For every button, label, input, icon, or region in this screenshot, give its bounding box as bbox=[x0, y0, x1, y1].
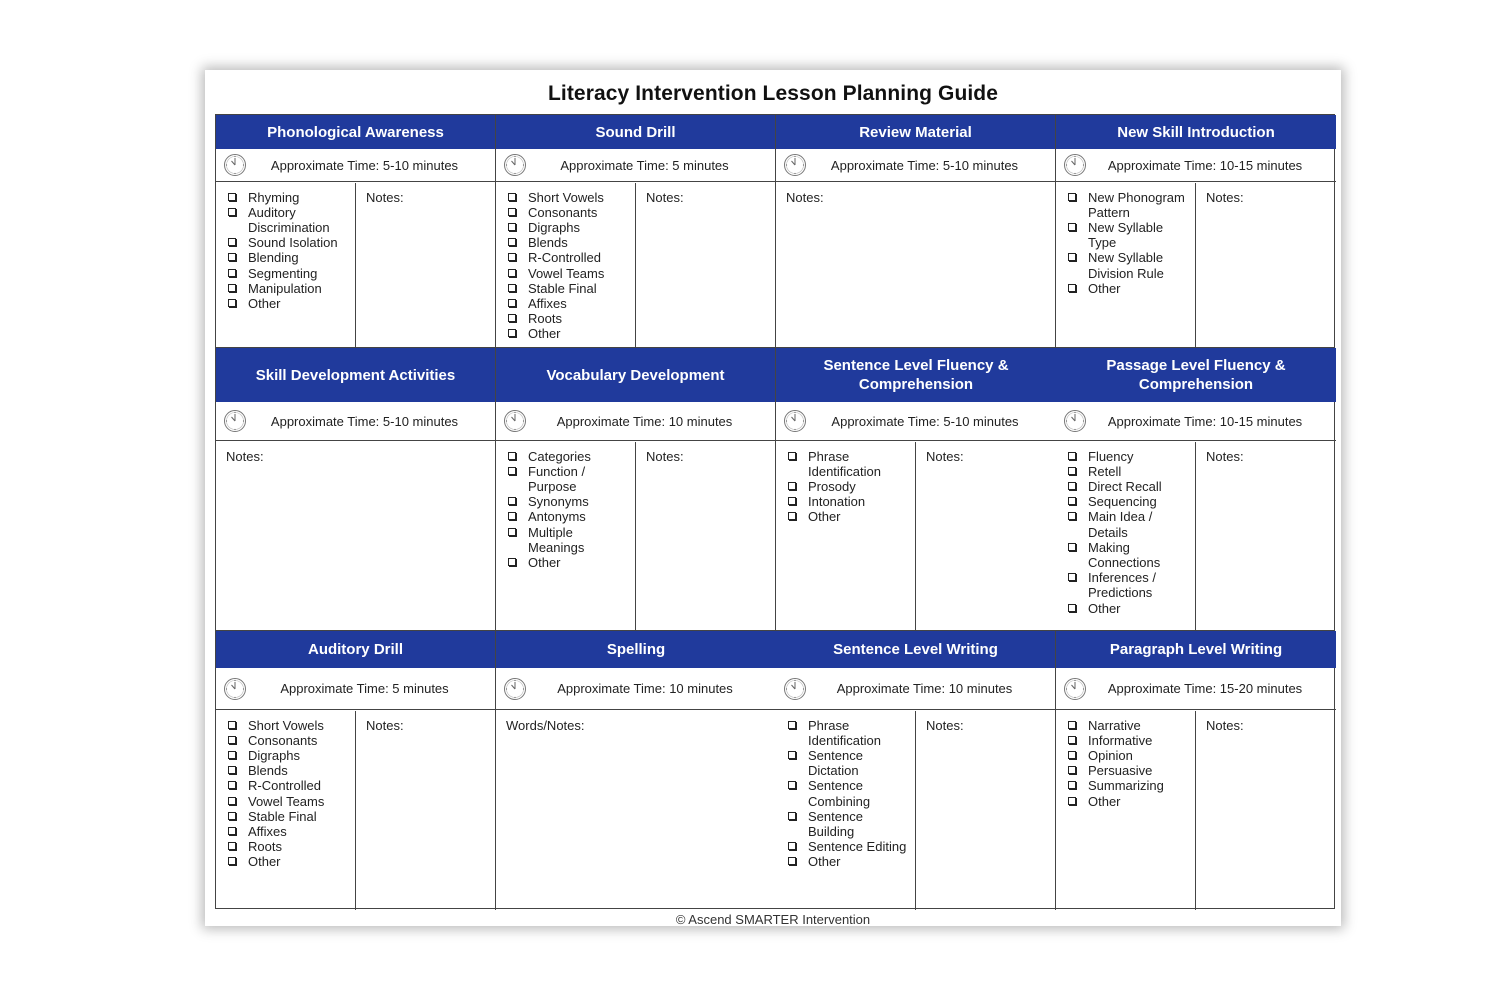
checklist-item-label: Blending bbox=[248, 250, 299, 266]
page-title: Literacy Intervention Lesson Planning Guide bbox=[547, 82, 999, 105]
checkbox-icon[interactable] bbox=[1068, 284, 1076, 292]
copyright-footer: © Ascend SMARTER Intervention bbox=[675, 912, 871, 927]
checkbox-icon[interactable] bbox=[228, 842, 236, 850]
checklist-item[interactable] bbox=[1066, 748, 1195, 763]
approximate-time: Approximate Time: 15-20 minutes bbox=[1107, 681, 1303, 696]
section-body bbox=[496, 711, 776, 911]
checkbox-icon[interactable] bbox=[508, 269, 516, 277]
checklist-item[interactable] bbox=[506, 266, 635, 281]
section-body bbox=[216, 711, 495, 911]
checklist-item[interactable] bbox=[506, 326, 635, 341]
checklist-item-label: Function / Purpose bbox=[528, 463, 586, 494]
checkbox-icon[interactable] bbox=[508, 193, 516, 201]
checklist-item-label: Other bbox=[808, 854, 841, 870]
checkbox-icon[interactable] bbox=[788, 512, 796, 520]
checkbox-icon[interactable] bbox=[228, 857, 236, 865]
checkbox-icon[interactable] bbox=[228, 208, 236, 216]
checklist-item[interactable] bbox=[786, 479, 915, 494]
checklist-item[interactable] bbox=[506, 190, 635, 205]
checklist-item[interactable] bbox=[1066, 733, 1195, 748]
checklist bbox=[1056, 183, 1196, 349]
checklist-item-label: Stable Final bbox=[528, 280, 597, 296]
checkbox-icon[interactable] bbox=[508, 512, 516, 520]
checklist-item[interactable] bbox=[506, 449, 635, 464]
checklist-item[interactable] bbox=[786, 839, 915, 854]
checkbox-icon[interactable] bbox=[508, 299, 516, 307]
notes-area[interactable]: Notes: bbox=[646, 189, 684, 205]
approximate-time: Approximate Time: 10-15 minutes bbox=[1107, 157, 1303, 173]
checkbox-icon[interactable] bbox=[228, 736, 236, 744]
approximate-time: Approximate Time: 5 minutes bbox=[280, 681, 449, 696]
checkbox-icon[interactable] bbox=[788, 482, 796, 490]
checkbox-icon[interactable] bbox=[1068, 497, 1076, 505]
checklist-item-label: New Syllable Type bbox=[1088, 219, 1164, 251]
checklist-item[interactable] bbox=[226, 250, 355, 265]
checklist-item[interactable] bbox=[1066, 494, 1195, 509]
checklist-item-label: Direct Recall bbox=[1088, 478, 1162, 494]
checklist-item[interactable] bbox=[226, 794, 355, 809]
checklist-item[interactable] bbox=[226, 190, 355, 205]
checklist-item-label: Persuasive bbox=[1088, 763, 1153, 779]
section-phonological-awareness bbox=[216, 115, 496, 348]
notes-area[interactable]: Notes: bbox=[1206, 189, 1244, 205]
checklist-item[interactable] bbox=[1066, 601, 1195, 616]
checklist-item[interactable] bbox=[1066, 250, 1195, 280]
approximate-time: Approximate Time: 10 minutes bbox=[836, 681, 1013, 696]
checklist-item-label: Antonyms bbox=[528, 509, 586, 525]
checklist-item[interactable] bbox=[1066, 464, 1195, 479]
notes-area[interactable]: Notes: bbox=[926, 717, 964, 733]
checklist-item[interactable] bbox=[1066, 509, 1195, 539]
checkbox-icon[interactable] bbox=[1068, 543, 1076, 551]
checklist-item-label: Summarizing bbox=[1088, 778, 1164, 794]
clock-icon bbox=[503, 153, 527, 177]
checklist-item-label: Vowel Teams bbox=[248, 793, 325, 809]
planning-grid bbox=[215, 114, 1335, 909]
clock-icon bbox=[503, 677, 527, 701]
checkbox-icon[interactable] bbox=[228, 299, 236, 307]
checkbox-icon[interactable] bbox=[788, 857, 796, 865]
checklist-item-label: Short Vowels bbox=[248, 717, 324, 733]
checklist-item-label: Main Idea / Details bbox=[1088, 509, 1153, 540]
checklist-item[interactable] bbox=[786, 854, 915, 869]
checklist-item-label: Other bbox=[808, 509, 841, 525]
clock-icon bbox=[1063, 153, 1087, 177]
checklist-item[interactable] bbox=[226, 854, 355, 869]
checkbox-icon[interactable] bbox=[508, 467, 516, 475]
checklist-item[interactable] bbox=[1066, 190, 1195, 220]
checklist-item-label: Other bbox=[248, 295, 281, 311]
checkbox-icon[interactable] bbox=[508, 497, 516, 505]
section-title: Sound Drill bbox=[496, 115, 775, 149]
checklist-item[interactable] bbox=[226, 748, 355, 763]
checklist bbox=[216, 183, 356, 349]
checkbox-icon[interactable] bbox=[508, 452, 516, 460]
checklist-item-label: Affixes bbox=[528, 295, 567, 311]
checklist-item-label: Other bbox=[1088, 793, 1121, 809]
notes-area[interactable]: Words/Notes: bbox=[506, 717, 585, 733]
checkbox-icon[interactable] bbox=[1068, 253, 1076, 261]
clock-icon bbox=[223, 153, 247, 177]
checklist-item-label: Affixes bbox=[248, 823, 287, 839]
checkbox-icon[interactable] bbox=[508, 284, 516, 292]
checklist-item-label: Prosody bbox=[808, 478, 856, 494]
checklist-item[interactable] bbox=[226, 733, 355, 748]
checkbox-icon[interactable] bbox=[1068, 604, 1076, 612]
section-body bbox=[496, 183, 775, 349]
checklist-item-label: Vowel Teams bbox=[528, 265, 605, 281]
time-row bbox=[1056, 668, 1336, 710]
section-title: Sentence Level Writing bbox=[776, 631, 1055, 668]
checklist-item-label: Fluency bbox=[1088, 448, 1134, 464]
checklist-item-label: Sequencing bbox=[1088, 494, 1157, 510]
section-sentence-level-fluency bbox=[776, 348, 1056, 631]
notes-area[interactable]: Notes: bbox=[1206, 448, 1244, 464]
section-body bbox=[776, 183, 1055, 349]
checklist-item[interactable] bbox=[506, 296, 635, 311]
checklist-item-label: Other bbox=[1088, 280, 1121, 296]
checkbox-icon[interactable] bbox=[228, 253, 236, 261]
checklist-item[interactable] bbox=[1066, 220, 1195, 250]
checklist-item[interactable] bbox=[1066, 540, 1195, 570]
checklist-item-label: Narrative bbox=[1088, 717, 1141, 733]
checkbox-icon[interactable] bbox=[788, 751, 796, 759]
clock-icon bbox=[783, 677, 807, 701]
checkbox-icon[interactable] bbox=[1068, 482, 1076, 490]
checklist-item-label: Digraphs bbox=[248, 747, 301, 763]
checkbox-icon[interactable] bbox=[1068, 193, 1076, 201]
section-title: New Skill Introduction bbox=[1056, 115, 1336, 149]
checklist-item[interactable] bbox=[506, 464, 635, 494]
checklist-item-label: Blends bbox=[248, 763, 288, 779]
checklist-item-label: Roots bbox=[528, 311, 562, 327]
checklist-item[interactable] bbox=[786, 748, 915, 778]
checklist-item[interactable] bbox=[506, 525, 635, 555]
checklist-item[interactable] bbox=[226, 281, 355, 296]
checklist-item[interactable] bbox=[786, 778, 915, 808]
planning-guide-sheet bbox=[205, 70, 1341, 926]
checkbox-icon[interactable] bbox=[228, 797, 236, 805]
section-body bbox=[776, 442, 1056, 632]
checkbox-icon[interactable] bbox=[228, 781, 236, 789]
checklist-item[interactable] bbox=[786, 509, 915, 524]
approximate-time: Approximate Time: 10 minutes bbox=[556, 413, 733, 429]
section-body bbox=[216, 183, 495, 349]
checklist-item[interactable] bbox=[226, 839, 355, 854]
checklist-item-label: Rhyming bbox=[248, 189, 300, 205]
approximate-time: Approximate Time: 5-10 minutes bbox=[830, 157, 1019, 173]
section-title: Vocabulary Development bbox=[496, 348, 775, 402]
section-body bbox=[1056, 711, 1336, 911]
checklist-item-label: Multiple Meanings bbox=[528, 524, 585, 555]
checklist-item[interactable] bbox=[226, 235, 355, 250]
checklist-item-label: Sentence Combining bbox=[808, 778, 871, 809]
section-body bbox=[1056, 442, 1336, 632]
checklist-item[interactable] bbox=[506, 281, 635, 296]
checklist-item-label: Digraphs bbox=[528, 219, 581, 235]
checklist-item-label: Opinion bbox=[1088, 747, 1133, 763]
time-row bbox=[216, 149, 495, 182]
checklist-item-label: Roots bbox=[248, 839, 282, 855]
approximate-time: Approximate Time: 5-10 minutes bbox=[270, 157, 459, 173]
notes-area[interactable]: Notes: bbox=[1206, 717, 1244, 733]
section-title: Paragraph Level Writing bbox=[1056, 631, 1336, 668]
checklist-item[interactable] bbox=[1066, 718, 1195, 733]
checklist-item[interactable] bbox=[1066, 479, 1195, 494]
checkbox-icon[interactable] bbox=[1068, 766, 1076, 774]
checklist-item[interactable] bbox=[506, 509, 635, 524]
checklist-item[interactable] bbox=[1066, 449, 1195, 464]
checklist-item-label: Blends bbox=[528, 235, 568, 251]
checklist-item[interactable] bbox=[226, 718, 355, 733]
checklist-item-label: Intonation bbox=[808, 494, 866, 510]
section-passage-level-fluency bbox=[1056, 348, 1336, 631]
notes-area[interactable]: Notes: bbox=[366, 189, 404, 205]
time-row bbox=[496, 402, 775, 441]
section-body bbox=[496, 442, 775, 632]
checklist-item[interactable] bbox=[1066, 763, 1195, 778]
checkbox-icon[interactable] bbox=[508, 223, 516, 231]
approximate-time: Approximate Time: 10-15 minutes bbox=[1107, 413, 1303, 429]
checkbox-icon[interactable] bbox=[508, 253, 516, 261]
checklist bbox=[776, 442, 916, 632]
checklist-item-label: Segmenting bbox=[248, 265, 318, 281]
time-row bbox=[776, 402, 1056, 441]
checklist bbox=[496, 442, 636, 632]
section-title: Review Material bbox=[776, 115, 1055, 149]
checkbox-icon[interactable] bbox=[508, 528, 516, 536]
checkbox-icon[interactable] bbox=[1068, 736, 1076, 744]
checkbox-icon[interactable] bbox=[1068, 512, 1076, 520]
checkbox-icon[interactable] bbox=[1068, 223, 1076, 231]
checklist-item-label: Sentence Dictation bbox=[808, 747, 863, 779]
checkbox-icon[interactable] bbox=[1068, 467, 1076, 475]
checklist-item[interactable] bbox=[226, 296, 355, 311]
section-title: Sentence Level Fluency & Comprehension bbox=[776, 348, 1056, 402]
checklist-item-label: Phrase Identification bbox=[808, 448, 881, 479]
checklist-item[interactable] bbox=[1066, 570, 1195, 600]
checkbox-icon[interactable] bbox=[228, 827, 236, 835]
checkbox-icon[interactable] bbox=[1068, 452, 1076, 460]
approximate-time: Approximate Time: 5-10 minutes bbox=[270, 413, 459, 429]
checklist-item-label: Other bbox=[528, 326, 561, 342]
checklist-item-label: Manipulation bbox=[248, 280, 322, 296]
section-vocabulary-development bbox=[496, 348, 776, 631]
section-body bbox=[776, 711, 1055, 911]
notes-area[interactable]: Notes: bbox=[366, 717, 404, 733]
checklist-item-label: Sentence Building bbox=[808, 808, 863, 839]
checklist-item[interactable] bbox=[226, 205, 355, 235]
checkbox-icon[interactable] bbox=[508, 208, 516, 216]
notes-area[interactable]: Notes: bbox=[926, 448, 964, 464]
clock-icon bbox=[1063, 409, 1087, 433]
checkbox-icon[interactable] bbox=[228, 751, 236, 759]
section-sound-drill bbox=[496, 115, 776, 348]
checklist-item-label: Consonants bbox=[528, 204, 598, 220]
checkbox-icon[interactable] bbox=[788, 721, 796, 729]
checkbox-icon[interactable] bbox=[228, 284, 236, 292]
checklist-item[interactable] bbox=[506, 555, 635, 570]
clock-icon bbox=[223, 677, 247, 701]
section-spelling bbox=[496, 631, 776, 910]
section-title: Auditory Drill bbox=[216, 631, 495, 668]
checkbox-icon[interactable] bbox=[508, 314, 516, 322]
checkbox-icon[interactable] bbox=[788, 452, 796, 460]
checkbox-icon[interactable] bbox=[228, 812, 236, 820]
checkbox-icon[interactable] bbox=[1068, 721, 1076, 729]
checkbox-icon[interactable] bbox=[788, 497, 796, 505]
checkbox-icon[interactable] bbox=[508, 329, 516, 337]
checklist-item[interactable] bbox=[226, 763, 355, 778]
clock-icon bbox=[1063, 677, 1087, 701]
section-sentence-level-writing bbox=[776, 631, 1056, 910]
checklist-item-label: Retell bbox=[1088, 463, 1122, 479]
checklist-item-label: Sound Isolation bbox=[248, 235, 338, 251]
checklist-item-label: Synonyms bbox=[528, 494, 589, 510]
checkbox-icon[interactable] bbox=[788, 842, 796, 850]
section-paragraph-level-writing bbox=[1056, 631, 1336, 910]
time-row bbox=[216, 668, 495, 710]
time-row bbox=[496, 149, 775, 182]
section-body bbox=[1056, 183, 1336, 349]
checklist-item[interactable] bbox=[506, 250, 635, 265]
approximate-time: Approximate Time: 5-10 minutes bbox=[831, 413, 1019, 429]
checklist-item[interactable] bbox=[506, 220, 635, 235]
checklist-item[interactable] bbox=[786, 809, 915, 839]
checklist-item[interactable] bbox=[226, 778, 355, 793]
checklist-item[interactable] bbox=[786, 494, 915, 509]
checklist bbox=[1056, 442, 1196, 632]
checklist-item[interactable] bbox=[506, 205, 635, 220]
checkbox-icon[interactable] bbox=[228, 721, 236, 729]
checklist-item-label: Categories bbox=[528, 448, 591, 464]
checklist-item-label: Informative bbox=[1088, 732, 1153, 748]
section-new-skill-introduction bbox=[1056, 115, 1336, 348]
clock-icon bbox=[783, 409, 807, 433]
checkbox-icon[interactable] bbox=[508, 238, 516, 246]
checkbox-icon[interactable] bbox=[228, 269, 236, 277]
checkbox-icon[interactable] bbox=[508, 558, 516, 566]
notes-area[interactable]: Notes: bbox=[226, 448, 264, 464]
checklist-item-label: Making Connections bbox=[1088, 539, 1161, 570]
checklist-item[interactable] bbox=[226, 266, 355, 281]
checklist bbox=[776, 711, 916, 911]
section-body bbox=[216, 442, 495, 632]
time-row bbox=[776, 668, 1055, 710]
time-row bbox=[496, 668, 776, 710]
checklist-item-label: Stable Final bbox=[248, 808, 317, 824]
checklist-item-label: Other bbox=[1088, 600, 1121, 616]
checklist-item-label: Sentence Editing bbox=[808, 839, 907, 855]
checklist-item-label: New Syllable Division Rule bbox=[1088, 250, 1164, 281]
section-auditory-drill bbox=[216, 631, 496, 910]
checklist-item[interactable] bbox=[506, 235, 635, 250]
checkbox-icon[interactable] bbox=[1068, 751, 1076, 759]
checklist-item[interactable] bbox=[786, 718, 915, 748]
checklist-item-label: R-Controlled bbox=[528, 250, 601, 266]
checklist bbox=[1056, 711, 1196, 911]
time-row bbox=[216, 402, 495, 441]
section-title: Spelling bbox=[496, 631, 776, 668]
clock-icon bbox=[503, 409, 527, 433]
section-title: Skill Development Activities bbox=[216, 348, 495, 402]
time-row bbox=[1056, 149, 1336, 182]
section-title: Phonological Awareness bbox=[216, 115, 495, 149]
checklist-item[interactable] bbox=[1066, 794, 1195, 809]
checklist-item-label: New Phonogram Pattern bbox=[1088, 189, 1185, 220]
checklist bbox=[216, 711, 356, 911]
clock-icon bbox=[223, 409, 247, 433]
checklist-item[interactable] bbox=[226, 824, 355, 839]
notes-area[interactable]: Notes: bbox=[646, 448, 684, 464]
checkbox-icon[interactable] bbox=[1068, 573, 1076, 581]
notes-area[interactable]: Notes: bbox=[786, 189, 824, 205]
checklist-item[interactable] bbox=[1066, 281, 1195, 296]
checklist-item[interactable] bbox=[506, 311, 635, 326]
checklist-item-label: Auditory Discrimination bbox=[248, 204, 330, 235]
checkbox-icon[interactable] bbox=[228, 238, 236, 246]
checklist-item-label: R-Controlled bbox=[248, 778, 321, 794]
section-skill-development-activities bbox=[216, 348, 496, 631]
checklist-item-label: Inferences / Predictions bbox=[1088, 570, 1156, 601]
checkbox-icon[interactable] bbox=[788, 812, 796, 820]
approximate-time: Approximate Time: 10 minutes bbox=[557, 681, 733, 696]
checklist-item[interactable] bbox=[506, 494, 635, 509]
checkbox-icon[interactable] bbox=[228, 766, 236, 774]
checklist-item-label: Other bbox=[248, 854, 281, 870]
checkbox-icon[interactable] bbox=[1068, 797, 1076, 805]
checklist-item[interactable] bbox=[226, 809, 355, 824]
checkbox-icon[interactable] bbox=[1068, 781, 1076, 789]
approximate-time: Approximate Time: 5 minutes bbox=[560, 157, 729, 173]
checklist-item[interactable] bbox=[786, 449, 915, 479]
clock-icon bbox=[783, 153, 807, 177]
checklist-item-label: Other bbox=[528, 554, 561, 570]
checklist-item-label: Phrase Identification bbox=[808, 717, 881, 748]
section-title: Passage Level Fluency & Comprehension bbox=[1056, 348, 1336, 402]
checkbox-icon[interactable] bbox=[788, 781, 796, 789]
checklist-item-label: Consonants bbox=[248, 732, 318, 748]
checklist-item[interactable] bbox=[1066, 778, 1195, 793]
checklist-item-label: Short Vowels bbox=[528, 189, 604, 205]
section-review-material bbox=[776, 115, 1056, 348]
time-row bbox=[776, 149, 1055, 182]
checklist bbox=[496, 183, 636, 349]
time-row bbox=[1056, 402, 1336, 441]
checkbox-icon[interactable] bbox=[228, 193, 236, 201]
